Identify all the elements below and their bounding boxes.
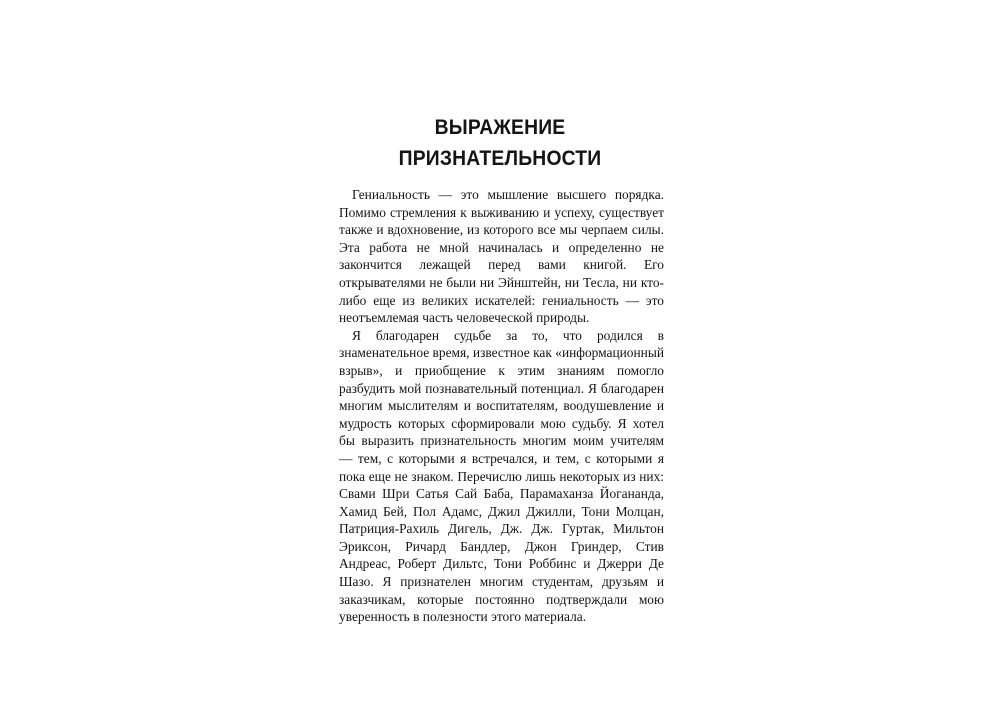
chapter-title-line-1: ВЫРАЖЕНИЕ [434, 116, 566, 139]
chapter-title [353, 112, 647, 174]
paragraph-2: Я благодарен судьбе за то, что родился в знаменательное время, известное как «информационный взрыв», и приобщение к этим знаниям помогло разбудить мой познавательный потенциал. Я благодарен многим мыслителям и воспитателям, воодушевление и мудрость которых сформировали мою судьбу. Я хотел бы выразить признательность многим моим учителям — тем, с которыми я встречался, и тем, с которыми я пока еще не знаком. Перечислю лишь некоторых из них: Свами Шри Сатья Сай Баба, Парамаханза Йогананда, Хамид Бей, Пол Адамс, Джил Джилли, Тони Молцан, Патриция-Рахиль Дигель, Дж. Дж. Гуртак, Мильтон Эриксон, Ричард Бандлер, Джон Гриндер, Стив Андреас, Роберт Дильтс, Тони Роббинс и Джерри Де Шазо. Я признателен многим студентам, друзьям и заказчикам, которые постоянно подтверждали мою уверенность в полезности этого материала. [339, 327, 664, 625]
chapter-title-line-2: ПРИЗНАТЕЛЬНОСТИ [398, 147, 602, 170]
paragraph-1: Гениальность — это мышление высшего порядка. Помимо стремления к выживанию и успеху, существует также и вдохновение, из которого все мы черпаем силы. Эта работа не мной начиналась и определенно не закончится лежащей перед вами книгой. Его открывателями не были ни Эйнштейн, ни Тесла, ни кто-либо еще из великих искателей: гениальность — это неотъемлемая часть человеческой природы. [339, 187, 664, 326]
body-text [339, 186, 664, 626]
